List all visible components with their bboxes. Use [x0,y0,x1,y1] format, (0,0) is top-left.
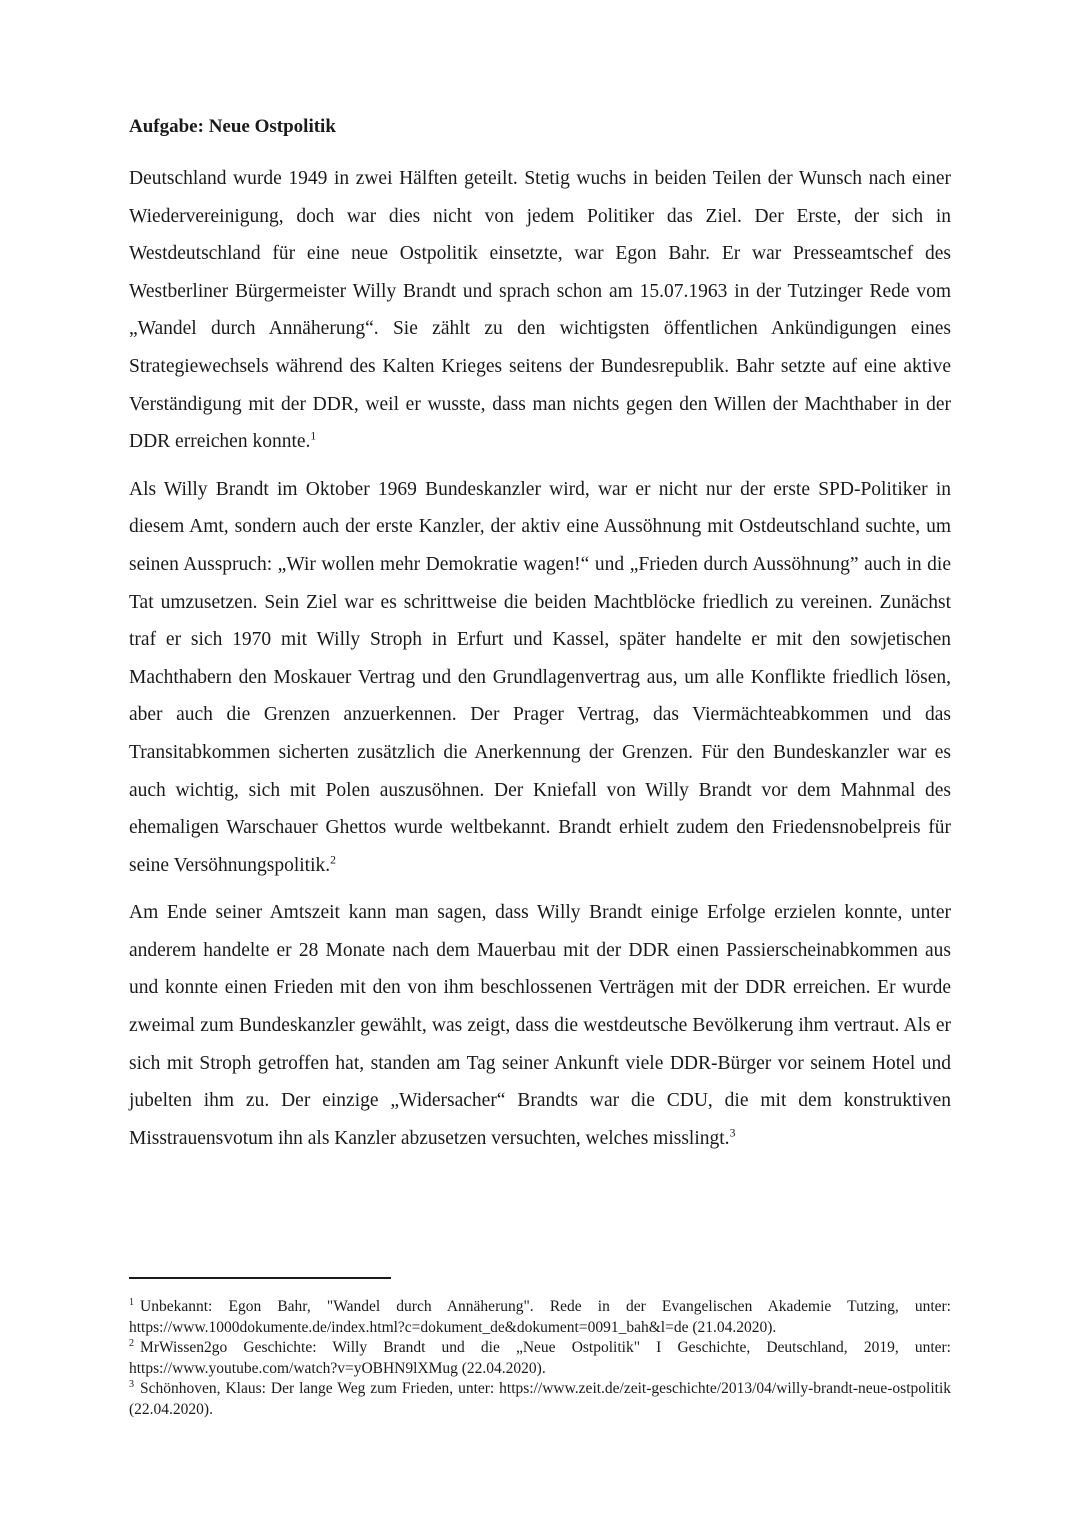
footnotes [129,1297,951,1420]
footnote-1 [129,1297,951,1338]
document-title: Aufgabe: Neue Ostpolitik [129,116,336,137]
footnote-ref[interactable]: 3 [729,1126,736,1140]
footnote-ref[interactable]: 2 [330,853,336,867]
footnote-number: 2 [129,1337,135,1349]
footnote-ref[interactable]: 1 [310,429,317,443]
paragraph-2 [129,471,951,885]
footnote-text[interactable]: Schönhoven, Klaus: Der lange Weg zum Frieden, unter: https://www.zeit.de/zeit-geschichte/2013/04/willy-brandt-neue-ostpolitik (22.04.2020). [129,1380,951,1418]
footnote-text[interactable]: Unbekannt: Egon Bahr, "Wandel durch Annäherung". Rede in der Evangelischen Akademie Tutzing, unter: https://www.1000dokumente.de/index.html?c=dokument_de&dokument=0091_bah&l=de (21.04.2020). [129,1298,951,1336]
paragraph-text: Am Ende seiner Amtszeit kann man sagen, dass Willy Brandt einige Erfolge erzielen konnte, unter anderem handelte er 28 Monate nach dem Mauerbau mit der DDR einen Passierscheinabkommen aus und konnte einen Frieden mit den von ihm beschlossenen Verträgen mit der DDR erreichen. Er wurde zweimal zum Bundeskanzler gewählt, was zeigt, dass die westdeutsche Bevölkerung ihm vertraut. Als er sich mit Stroph getroffen hat, standen am Tag seiner Ankunft viele DDR-Bürger vor seinem Hotel und jubelten ihm zu. Der einzige „Widersacher“ Brandts war die CDU, die mit dem konstruktiven Misstrauensvotum ihn als Kanzler abzusetzen versuchten, welches misslingt. [129,902,951,1149]
paragraph-1 [129,160,951,461]
footnote-number: 3 [129,1378,135,1390]
footnote-number: 1 [129,1296,135,1308]
paragraph-3 [129,894,951,1157]
footnote-divider [129,1277,391,1279]
paragraph-text: Deutschland wurde 1949 in zwei Hälften geteilt. Stetig wuchs in beiden Teilen der Wunsch nach einer Wiedervereinigung, doch war dies nicht von jedem Politiker das Ziel. Der Erste, der sich in Westdeutschland für eine neue Ostpolitik einsetzte, war Egon Bahr. Er war Presseamtschef des Westberliner Bürgermeister Willy Brandt und sprach schon am 15.07.1963 in der Tutzinger Rede vom „Wandel durch Annäherung“. Sie zählt zu den wichtigsten öffentlichen Ankündigungen eines Strategiewechsels während des Kalten Krieges seitens der Bundesrepublik. Bahr setzte auf eine aktive Verständigung mit der DDR, weil er wusste, dass man nichts gegen den Willen der Machthaber in der DDR erreichen konnte. [129,168,951,453]
paragraph-text: Als Willy Brandt im Oktober 1969 Bundeskanzler wird, war er nicht nur der erste SPD-Politiker in diesem Amt, sondern auch der erste Kanzler, der aktiv eine Aussöhnung mit Ostdeutschland suchte, um seinen Ausspruch: „Wir wollen mehr Demokratie wagen!“ und „Frieden durch Aussöhnung” auch in die Tat umzusetzen. Sein Ziel war es schrittweise die beiden Machtblöcke friedlich zu vereinen. Zunächst traf er sich 1970 mit Willy Stroph in Erfurt und Kassel, später handelte er mit den sowjetischen Machthabern den Moskauer Vertrag und den Grundlagenvertrag aus, um alle Konflikte friedlich lösen, aber auch die Grenzen anzuerkennen. Der Prager Vertrag, das Viermächteabkommen und das Transitabkommen sicherten zusätzlich die Anerkennung der Grenzen. Für den Bundeskanzler war es auch wichtig, sich mit Polen auszusöhnen. Der Kniefall von Willy Brandt vor dem Mahnmal des ehemaligen Warschauer Ghettos wurde weltbekannt. Brandt erhielt zudem den Friedensnobelpreis für seine Versöhnungspolitik. [129,478,951,876]
document-body [129,112,951,1167]
footnote-3 [129,1379,951,1420]
footnote-2 [129,1338,951,1379]
footnote-text[interactable]: MrWissen2go Geschichte: Willy Brandt und die „Neue Ostpolitik" I Geschichte, Deutschland, 2019, unter: https://www.youtube.com/watch?v=yOBHN9lXMug (22.04.2020). [129,1339,951,1377]
